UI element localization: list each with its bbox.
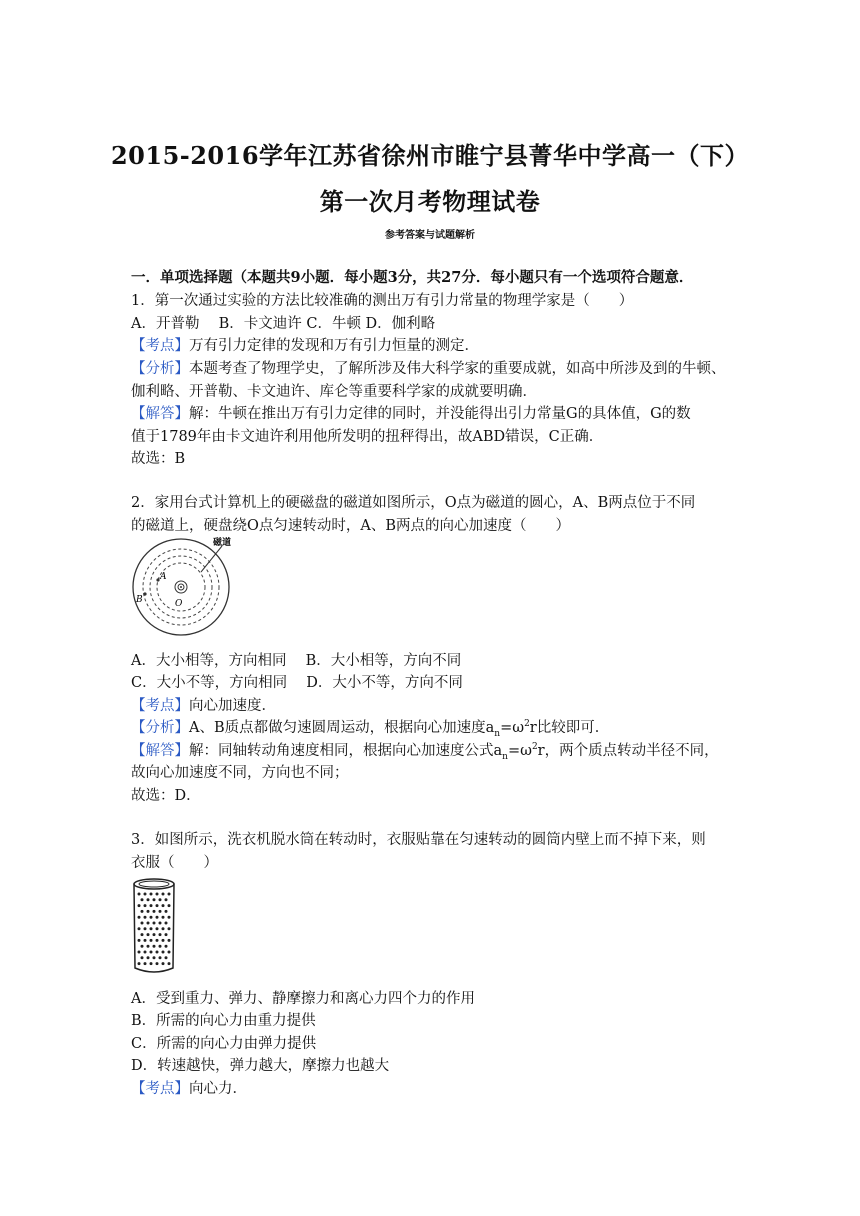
q2-options-ab: A．大小相等，方向相同 B．大小相等，方向不同: [131, 653, 462, 669]
drum-hole: [165, 922, 168, 925]
drum-hole: [165, 933, 168, 936]
fenxi-tag: 【分析】: [131, 361, 189, 377]
q3-option-a: A．受到重力、弹力、静摩擦力和离心力四个力的作用: [131, 991, 475, 1007]
drum-hole: [150, 939, 153, 942]
q1-fenxi-text-2: 伽利略、开普勒、卡文迪许、库仑等重要科学家的成就要明确．: [131, 384, 537, 400]
point-b: [143, 592, 146, 595]
drum-hole: [156, 962, 159, 965]
drum-hole: [153, 956, 156, 959]
drum-hole: [147, 898, 150, 901]
drum-hole: [156, 951, 159, 954]
drum-hole: [153, 898, 156, 901]
q2-jieda-text-2: 故向心加速度不同，方向也不同；: [131, 765, 349, 781]
kaodian-tag: 【考点】: [131, 698, 189, 714]
superscript-2: 2: [531, 742, 538, 753]
drum-hole: [144, 927, 147, 930]
drum-hole: [159, 898, 162, 901]
drum-hole: [150, 951, 153, 954]
q2-fenxi-formula: =ω: [500, 720, 525, 736]
center-dot: [180, 586, 182, 588]
drum-hole: [168, 927, 171, 930]
drum-hole: [162, 939, 165, 942]
track-label: 磁道: [213, 538, 232, 548]
drum-hole: [138, 939, 141, 942]
drum-hole: [141, 933, 144, 936]
hard-disk-figure: [129, 536, 237, 638]
q2-stem-1: 2．家用台式计算机上的硬磁盘的磁道如图所示，O点为磁道的圆心，A、B两点位于不同: [131, 495, 696, 511]
drum-hole: [165, 945, 168, 948]
drum-hole: [162, 893, 165, 896]
drum-hole: [141, 910, 144, 913]
q2-options-cd: C．大小不等，方向相同 D．大小不等，方向不同: [131, 675, 463, 691]
kaodian-tag: 【考点】: [131, 338, 189, 354]
drum-hole: [168, 939, 171, 942]
drum-hole: [153, 922, 156, 925]
kaodian-tag: 【考点】: [131, 1081, 189, 1097]
q2-kaodian-text: 向心加速度．: [189, 698, 276, 714]
superscript-2: 2: [524, 719, 530, 730]
q1-jieda-text-1: 解：牛顿在推出万有引力定律的同时，并没能得出引力常量G的具体值，G的数: [189, 406, 691, 422]
drum-hole: [138, 951, 141, 954]
drum-hole: [141, 898, 144, 901]
q2-fenxi-text: A、B质点都做匀速圆周运动，根据向心加速度a: [189, 720, 495, 736]
q3-option-c: C．所需的向心力由弹力提供: [131, 1036, 317, 1052]
q3-stem-1: 3．如图所示，洗衣机脱水筒在转动时，衣服贴靠在匀速转动的圆筒内壁上而不掉下来，则: [131, 832, 706, 848]
subscript-n: n: [494, 728, 501, 739]
section-heading: 一．单项选择题（本题共9小题．每小题3分，共27分．每小题只有一个选项符合题意．: [131, 269, 694, 286]
drum-hole: [162, 951, 165, 954]
q1-kaodian: [131, 334, 479, 355]
drum-hole: [144, 939, 147, 942]
q1-options: A．开普勒 B．卡文迪许 C．牛顿 D．伽利略: [131, 316, 436, 332]
drum-hole: [153, 933, 156, 936]
q2-jieda: [131, 739, 719, 762]
drum-hole: [147, 956, 150, 959]
drum-hole: [156, 927, 159, 930]
point-b-label: B: [136, 595, 143, 605]
drum-hole: [159, 933, 162, 936]
drum-hole: [150, 916, 153, 919]
drum-hole: [138, 916, 141, 919]
q3-kaodian-text: 向心力．: [189, 1081, 247, 1097]
q1-jieda-text-2: 值于1789年由卡文迪许利用他所发明的扭秤得出，故ABD错误，C正确．: [131, 429, 604, 445]
jieda-tag: 【解答】: [131, 406, 189, 422]
drum-hole: [159, 922, 162, 925]
q2-jieda-formula: =ω: [507, 743, 532, 759]
q2-jieda-text: 解：同轴转动角速度相同，根据向心加速度公式a: [189, 743, 503, 759]
q2-jieda-tail: r，两个质点转动半径不同，: [537, 743, 719, 759]
drum-hole: [150, 962, 153, 965]
drum-hole: [156, 939, 159, 942]
q1-answer: 故选：B: [131, 451, 186, 467]
q2-fenxi: [131, 716, 609, 739]
drum-hole: [138, 962, 141, 965]
drum-hole: [156, 916, 159, 919]
subscript-n: n: [502, 751, 508, 762]
q2-answer: 故选：D．: [131, 788, 201, 804]
q2-fenxi-tail: r比较即可．: [529, 720, 610, 736]
page-subtitle: 参考答案与试题解析: [385, 230, 475, 241]
drum-hole: [159, 910, 162, 913]
drum-hole: [141, 922, 144, 925]
drum-hole: [147, 910, 150, 913]
washer-drum-figure: [128, 876, 180, 978]
drum-holes: [138, 893, 171, 966]
drum-hole: [147, 933, 150, 936]
drum-hole: [144, 904, 147, 907]
q3-stem-2: 衣服（ ）: [131, 855, 218, 871]
drum-hole: [165, 898, 168, 901]
drum-hole: [168, 951, 171, 954]
drum-hole: [165, 910, 168, 913]
drum-hole: [153, 910, 156, 913]
drum-hole: [144, 916, 147, 919]
fenxi-tag: 【分析】: [131, 720, 189, 736]
jieda-tag: 【解答】: [131, 743, 189, 759]
drum-hole: [159, 956, 162, 959]
q3-option-d: D．转速越快，弹力越大，摩擦力也越大: [131, 1058, 390, 1074]
drum-hole: [138, 893, 141, 896]
q3-kaodian: [131, 1077, 247, 1098]
page-title-line2: 第一次月考物理试卷: [319, 187, 541, 216]
drum-hole: [168, 962, 171, 965]
drum-hole: [150, 893, 153, 896]
drum-hole: [156, 904, 159, 907]
drum-hole: [138, 927, 141, 930]
q1-kaodian-text: 万有引力定律的发现和万有引力恒量的测定．: [189, 338, 479, 354]
drum-hole: [165, 956, 168, 959]
center-o-label: O: [175, 599, 183, 609]
drum-hole: [162, 927, 165, 930]
drum-hole: [153, 945, 156, 948]
drum-hole: [162, 916, 165, 919]
drum-hole: [168, 916, 171, 919]
drum-hole: [150, 904, 153, 907]
drum-hole: [159, 945, 162, 948]
drum-hole: [144, 893, 147, 896]
drum-hole: [162, 904, 165, 907]
drum-hole: [147, 945, 150, 948]
drum-hole: [144, 962, 147, 965]
drum-hole: [156, 893, 159, 896]
drum-hole: [144, 951, 147, 954]
q1-jieda: [131, 402, 691, 423]
q3-option-b: B．所需的向心力由重力提供: [131, 1013, 316, 1029]
drum-hole: [150, 927, 153, 930]
q1-fenxi: [131, 357, 726, 378]
drum-hole: [141, 956, 144, 959]
drum-hole: [168, 904, 171, 907]
q2-kaodian: [131, 694, 276, 715]
drum-hole: [138, 904, 141, 907]
page-title-line1: 2015-2016学年江苏省徐州市睢宁县菁华中学高一（下）: [110, 141, 750, 170]
q1-stem: 1．第一次通过实验的方法比较准确的测出万有引力常量的物理学家是（ ）: [131, 293, 634, 309]
drum-hole: [141, 945, 144, 948]
q1-fenxi-text-1: 本题考查了物理学史，了解所涉及伟大科学家的重要成就，如高中所涉及到的牛顿、: [189, 361, 726, 377]
drum-hole: [147, 922, 150, 925]
point-a-label: A: [160, 572, 167, 582]
drum-hole: [168, 893, 171, 896]
drum-hole: [162, 962, 165, 965]
q2-stem-2: 的磁道上，硬盘绕O点匀速转动时，A、B两点的向心加速度（ ）: [131, 518, 571, 534]
